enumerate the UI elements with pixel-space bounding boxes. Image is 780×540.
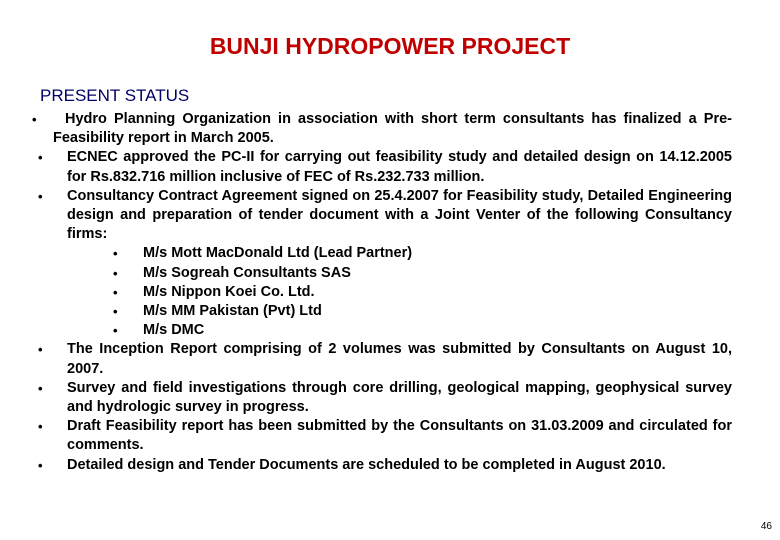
bullet-icon: •	[113, 323, 118, 339]
consultant-text: M/s Mott MacDonald Ltd (Lead Partner)	[143, 245, 413, 262]
bullet-icon: •	[32, 112, 37, 127]
bullet-item	[0, 340, 780, 378]
bullet-text: Survey and field investigations through core drilling, geological mapping, geophysical survey and hydrologic survey in progress.	[67, 379, 732, 416]
slide-number: 46	[760, 521, 772, 532]
bullet-text: Hydro Planning Organization in association with short term consultants has finalized a Pre-Feasibility report in March 2005.	[53, 111, 732, 147]
bullet-icon: •	[113, 246, 118, 262]
bullet-icon: •	[38, 457, 43, 473]
bullet-text: Detailed design and Tender Documents are scheduled to be completed in August 2010.	[67, 456, 666, 473]
consultant-item	[0, 302, 780, 321]
bullet-icon: •	[38, 380, 43, 396]
slide-title: BUNJI HYDROPOWER PROJECT	[209, 33, 571, 59]
bullet-text: The Inception Report comprising of 2 volumes was submitted by Consultants on August 10, 2007.	[67, 341, 732, 377]
bullet-text: ECNEC approved the PC-II for carrying out feasibility study and detailed design on 14.12.2005 for Rs.832.716 million inclusive of FEC of Rs.232.733 million.	[67, 149, 732, 185]
consultant-item	[0, 244, 780, 263]
bullet-icon: •	[38, 419, 43, 435]
section-heading: PRESENT STATUS	[40, 86, 190, 105]
consultant-item	[0, 264, 780, 283]
bullet-icon: •	[113, 265, 118, 281]
consultant-text: M/s MM Pakistan (Pvt) Ltd	[143, 303, 322, 320]
consultant-text: M/s Nippon Koei Co. Ltd.	[143, 283, 315, 300]
consultant-item	[0, 283, 780, 302]
consultant-text: M/s Sogreah Consultants SAS	[143, 264, 351, 281]
bullet-text: Consultancy Contract Agreement signed on 25.4.2007 for Feasibility study, Detailed Engineering design and preparation of tender document with a Joint Venter of the following Consultancy firms:	[67, 187, 732, 243]
consultant-text: M/s DMC	[143, 322, 205, 339]
bullet-icon: •	[38, 150, 43, 166]
bullet-icon: •	[113, 304, 118, 320]
bullet-icon: •	[113, 284, 118, 300]
bullet-text: Draft Feasibility report has been submitted by the Consultants on 31.03.2009 and circulated for comments.	[67, 418, 732, 454]
bullet-icon: •	[38, 342, 43, 358]
consultant-item	[0, 321, 780, 340]
bullet-item	[0, 148, 780, 186]
bullet-item	[0, 456, 780, 475]
bullet-item	[0, 187, 780, 245]
bullet-item	[0, 417, 780, 455]
bullet-item	[0, 110, 780, 148]
bullet-item	[0, 379, 780, 417]
bullet-icon: •	[38, 188, 43, 204]
status-bullet-list	[0, 110, 780, 475]
